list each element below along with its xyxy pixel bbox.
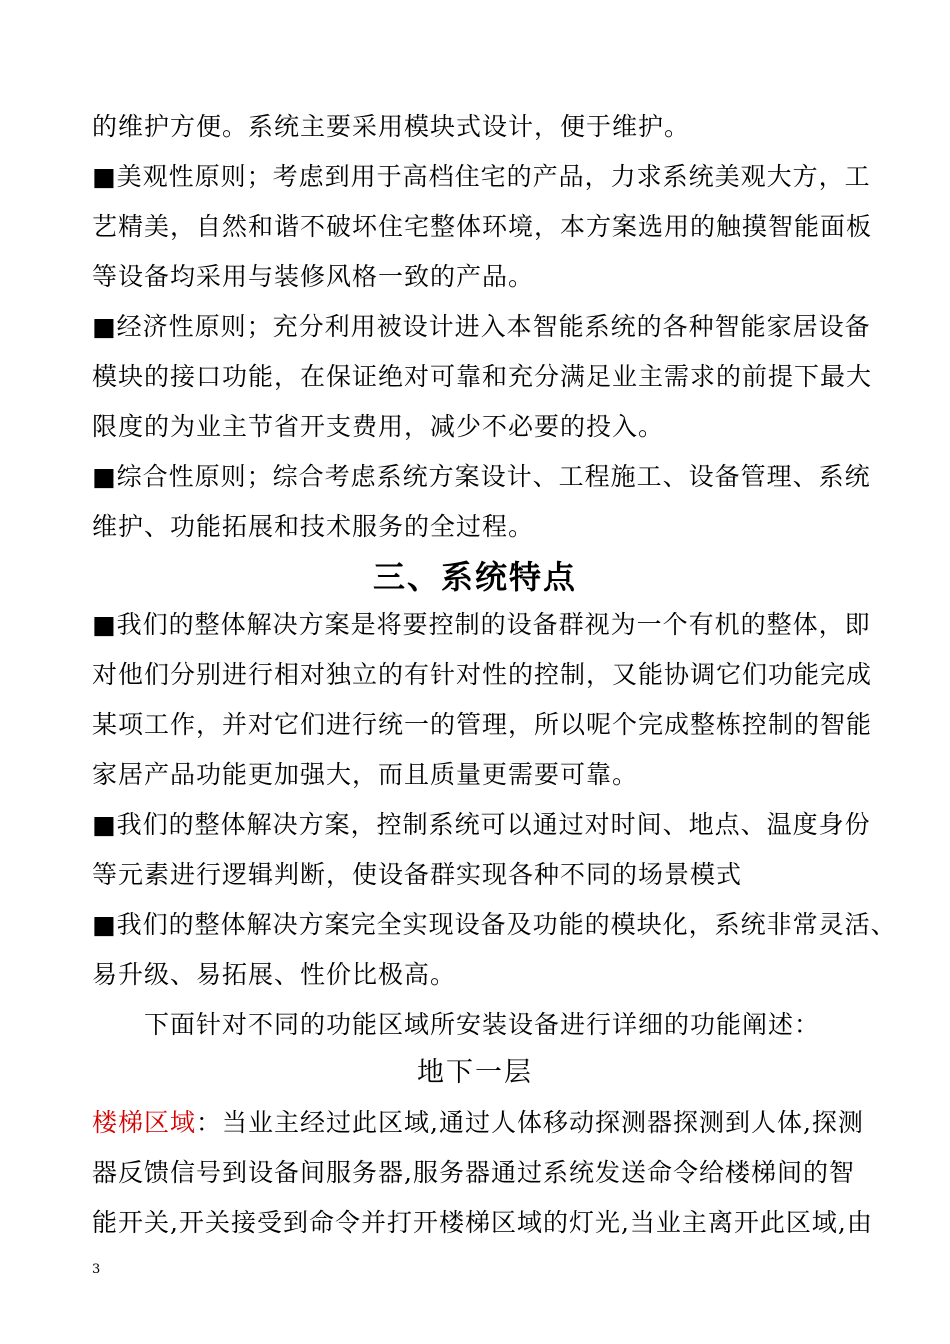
stair-area-label: 楼梯区域 xyxy=(92,1108,197,1137)
text-line: 的维护方便。系统主要采用模块式设计，便于维护。 xyxy=(92,112,691,141)
text-line: ■我们的整体解决方案完全实现设备及功能的模块化，系统非常灵活、 xyxy=(92,910,897,939)
stair-area-section xyxy=(92,1098,882,1248)
principles-section xyxy=(92,102,882,552)
text-line: 维护、功能拓展和技术服务的全过程。 xyxy=(92,512,535,541)
section-heading: 三、系统特点 xyxy=(372,558,577,596)
text-line: 器反馈信号到设备间服务器,服务器通过系统发送命令给楼梯间的智 xyxy=(92,1158,855,1187)
text-line: 等元素进行逻辑判断，使设备群实现各种不同的场景模式 xyxy=(92,860,743,889)
text-line: 能开关,开关接受到命令并打开楼梯区域的灯光,当业主离开此区域,由 xyxy=(92,1208,873,1237)
text-line: 下面针对不同的功能区域所安装设备进行详细的功能阐述： xyxy=(92,1010,821,1039)
text-line: 限度的为业主节省开支费用，减少不必要的投入。 xyxy=(92,412,665,441)
text-line: ■美观性原则；考虑到用于高档住宅的产品，力求系统美观大方，工 xyxy=(92,162,871,191)
text-line: 等设备均采用与装修风格一致的产品。 xyxy=(92,262,535,291)
text-line: ■综合性原则；综合考虑系统方案设计、工程施工、设备管理、系统 xyxy=(92,462,871,491)
text-line: 家居产品功能更加强大，而且质量更需要可靠。 xyxy=(92,760,639,789)
text-line xyxy=(92,1098,882,1148)
text-line: 对他们分别进行相对独立的有针对性的控制，又能协调它们功能完成 xyxy=(92,660,873,689)
features-section xyxy=(92,600,897,1050)
text-line: 模块的接口功能，在保证绝对可靠和充分满足业主需求的前提下最大 xyxy=(92,362,873,391)
text-line: 某项工作，并对它们进行统一的管理，所以呢个完成整栋控制的智能 xyxy=(92,710,873,739)
text-line: 易升级、易拓展、性价比极高。 xyxy=(92,960,457,989)
floor-subheading: 地下一层 xyxy=(417,1057,533,1088)
text-line: ■我们的整体解决方案，控制系统可以通过对时间、地点、温度身份 xyxy=(92,810,871,839)
text-line: ■经济性原则；充分利用被设计进入本智能系统的各种智能家居设备 xyxy=(92,312,871,341)
stair-area-text: ：当业主经过此区域,通过人体移动探测器探测到人体,探测 xyxy=(196,1108,864,1137)
text-line: ■我们的整体解决方案是将要控制的设备群视为一个有机的整体，即 xyxy=(92,610,871,639)
page-number: 3 xyxy=(92,1262,101,1277)
text-line: 艺精美，自然和谐不破坏住宅整体环境，本方案选用的触摸智能面板 xyxy=(92,212,873,241)
